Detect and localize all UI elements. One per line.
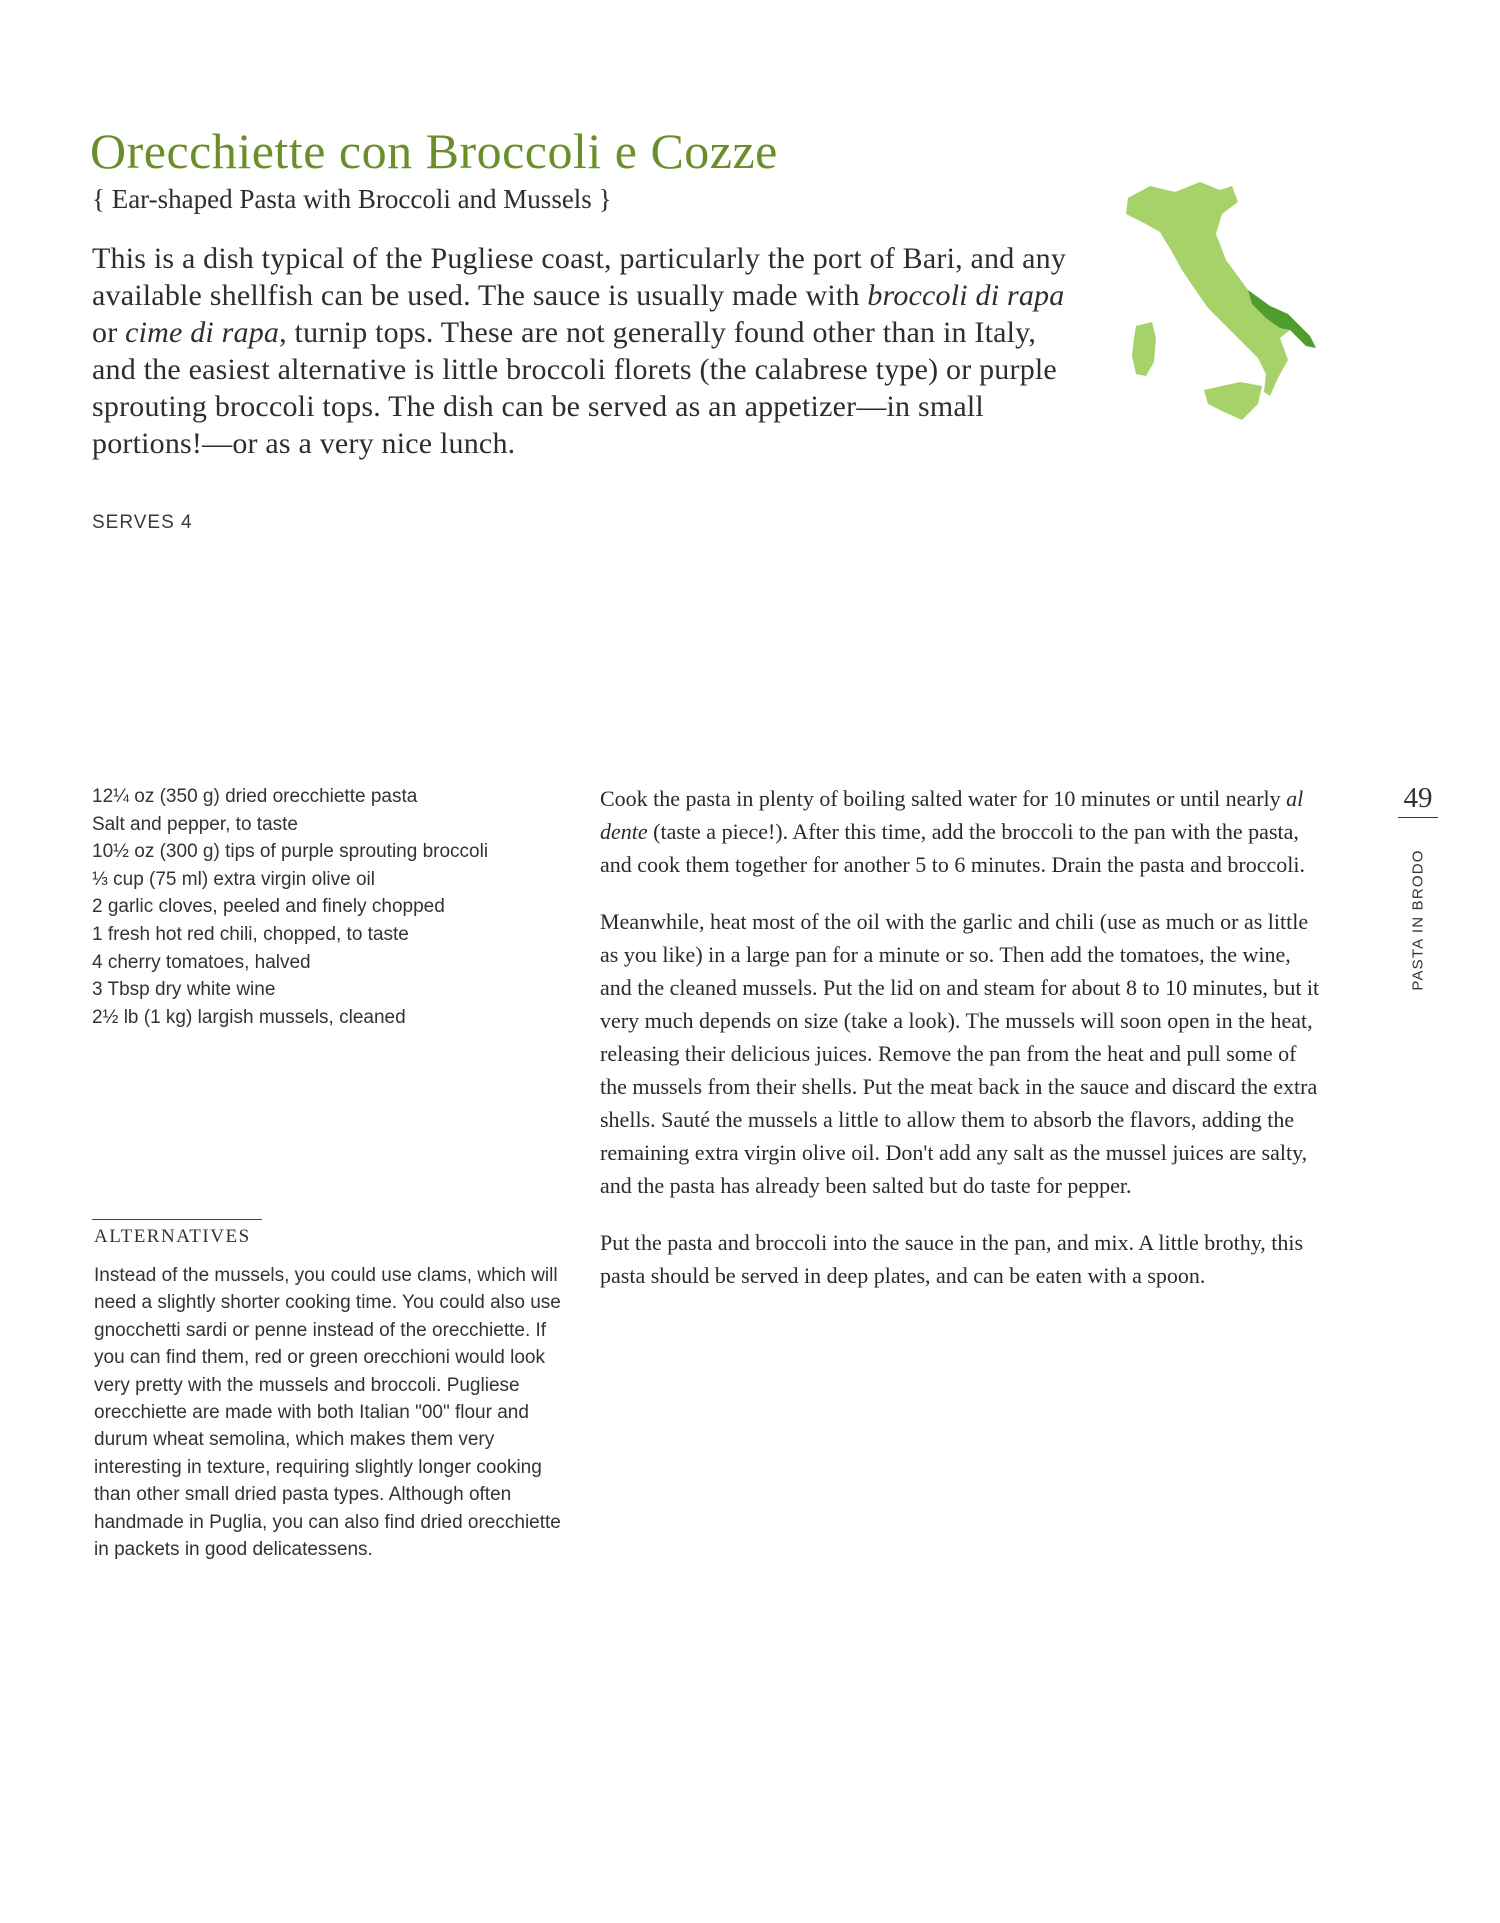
intro-italic-term: broccoli di rapa xyxy=(867,279,1065,312)
italy-map-icon xyxy=(1120,178,1330,438)
recipe-intro xyxy=(92,240,1082,462)
ingredient-item: 1 fresh hot red chili, chopped, to taste xyxy=(92,923,409,945)
ingredients-list xyxy=(92,783,572,1031)
section-label: PASTA IN BRODO xyxy=(1409,849,1427,991)
ingredient-item: ⅓ cup (75 ml) extra virgin olive oil xyxy=(92,868,375,890)
ingredient-item: 2½ lb (1 kg) largish mussels, cleaned xyxy=(92,1006,406,1028)
italy-mainland-shape xyxy=(1126,182,1316,396)
intro-text: This is a dish typical of the Pugliese coast, particularly the port of Bari, and any available shellfish can be used. The sauce is usually made with xyxy=(92,242,1067,312)
ingredient-item: 2 garlic cloves, peeled and finely chopped xyxy=(92,896,445,918)
ingredient-item: 3 Tbsp dry white wine xyxy=(92,979,276,1001)
alternatives-heading: ALTERNATIVES xyxy=(94,1226,251,1247)
ingredient-item: 10½ oz (300 g) tips of purple sprouting broccoli xyxy=(92,841,489,863)
ingredient-item: Salt and pepper, to taste xyxy=(92,813,298,835)
method-step: Meanwhile, heat most of the oil with the garlic and chili (use as much or as little as you like) in a large pan for a minute or so. Then add the tomatoes, the wine, and the cleaned mussels. Put the lid on and steam for about 8 to 10 minutes, but it very much depends on size (take a look). The mussels will soon open in the heat, releasing their delicious juices. Remove the pan from the heat and pull some of the mussels from their shells. Put the meat back in the sauce and discard the extra shells. Sauté the mussels a little to allow them to absorb the flavors, adding the remaining extra virgin olive oil. Don't add any salt as the mussel juices are salty, and the pasta has already been salted but do taste for pepper. xyxy=(600,909,1320,1198)
intro-italic-term: cime di rapa xyxy=(125,316,280,349)
method-step xyxy=(600,782,1320,881)
intro-text: , turnip tops. These are not generally found other than in Italy, and the easiest alternative is little broccoli florets (the calabrese type) or purple sprouting broccoli tops. The dish can be served as an appetizer—in small portions!—or as a very nice lunch. xyxy=(92,316,1057,460)
sardinia-shape xyxy=(1132,322,1156,376)
ingredient-item: 12¼ oz (350 g) dried orecchiette pasta xyxy=(92,786,418,807)
intro-text: or xyxy=(92,316,126,349)
page-number: 49 xyxy=(1398,782,1438,818)
recipe-subtitle: { Ear-shaped Pasta with Broccoli and Mussels } xyxy=(92,184,612,214)
alternatives-body: Instead of the mussels, you could use clams, which will need a slightly shorter cooking time. You could also use gnocchetti sardi or penne instead of the orecchiette. If you can find them, red or green orecchioni would look very pretty with the mussels and broccoli. Pugliese orecchiette are made with both Italian "00" flour and durum wheat semolina, which makes them very interesting in texture, requiring slightly longer cooking than other small dried pasta types. Although often handmade in Puglia, you can also find dried orecchiette in packets in good delicatessens. xyxy=(94,1265,561,1561)
method-step: Put the pasta and broccoli into the sauce in the pan, and mix. A little brothy, this pasta should be served in deep plates, and can be eaten with a spoon. xyxy=(600,1230,1304,1288)
method-text: Cook the pasta in plenty of boiling salted water for 10 minutes or until nearly xyxy=(600,786,1287,811)
method-italic-term: al dente xyxy=(600,786,1304,844)
recipe-title: Orecchiette con Broccoli e Cozze xyxy=(90,123,778,179)
ingredient-item: 4 cherry tomatoes, halved xyxy=(92,951,311,973)
sicily-shape xyxy=(1204,382,1262,420)
alternatives-divider xyxy=(92,1219,262,1220)
serves-label: SERVES 4 xyxy=(92,512,193,533)
method-text: (taste a piece!). After this time, add the broccoli to the pan with the pasta, and cook them together for another 5 to 6 minutes. Drain the pasta and broccoli. xyxy=(600,819,1306,877)
method-section xyxy=(600,782,1320,1316)
